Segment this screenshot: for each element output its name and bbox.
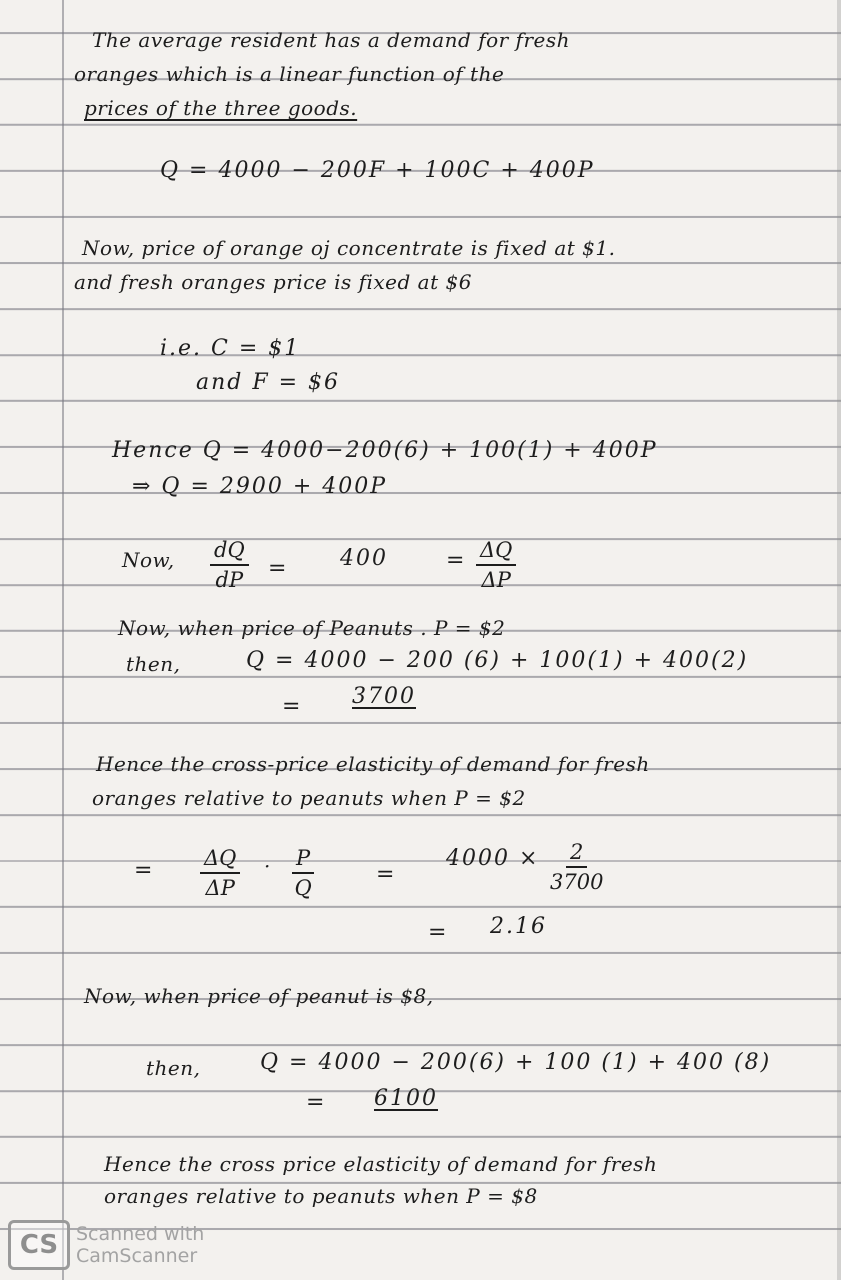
given-c: i.e. C = $1 [160, 336, 301, 361]
fraction-denominator: dP [215, 568, 244, 592]
demand-equation: Q = 4000 − 200F + 100C + 400P [160, 158, 595, 183]
fraction-numerator: 2 [566, 840, 587, 868]
text-line-33: Hence the cross price elasticity of demand for fresh [104, 1152, 658, 1176]
equals-sign: = [268, 556, 289, 581]
now-label: Now, [122, 548, 175, 572]
page-edge [837, 0, 841, 1280]
text-line-21: oranges relative to peanuts when P = $2 [92, 786, 526, 810]
text-line-3: prices of the three goods. [84, 96, 358, 120]
equals-sign: = [428, 920, 449, 945]
text-line-28: Now, when price of peanut is $8, [84, 984, 434, 1008]
given-f: and F = $6 [196, 370, 341, 395]
text-line-34: oranges relative to peanuts when P = $8 [104, 1184, 538, 1208]
derivative-fraction [210, 538, 249, 592]
text-line-1: The average resident has a demand for fresh [92, 28, 571, 52]
quantity-value-p2: 3700 [352, 684, 416, 709]
fraction-numerator: P [292, 846, 314, 874]
watermark-line-1: Scanned with [76, 1223, 205, 1245]
camscanner-logo: CS [8, 1220, 70, 1270]
ratio-fraction [550, 840, 603, 894]
price-quantity-fraction [292, 846, 314, 900]
fraction-denominator: ΔP [205, 876, 235, 900]
watermark-line-2: CamScanner [76, 1245, 198, 1267]
dot-operator: · [264, 854, 271, 878]
watermark-text [76, 1223, 204, 1267]
text-line-6: and fresh oranges price is fixed at $6 [74, 270, 472, 294]
derivative-value: 400 [340, 546, 388, 571]
delta-fraction [476, 538, 516, 592]
text-line-20: Hence the cross-price elasticity of demand for fresh [96, 752, 650, 776]
equals-sign: = [282, 694, 303, 719]
text-line-2: oranges which is a linear function of the [74, 62, 505, 86]
equals-sign: = [134, 858, 155, 883]
quantity-value-p8: 6100 [374, 1086, 438, 1111]
substitution-equation: Hence Q = 4000−200(6) + 100(1) + 400P [112, 438, 658, 463]
camscanner-watermark [8, 1220, 204, 1270]
equals-sign: = [446, 548, 467, 573]
fraction-denominator: 3700 [550, 870, 604, 894]
elasticity-multiplier: 4000 × [446, 846, 540, 871]
quantity-equation-p8: Q = 4000 − 200(6) + 100 (1) + 400 (8) [260, 1050, 772, 1075]
elasticity-result: 2.16 [490, 914, 547, 939]
then-label: then, [146, 1056, 201, 1080]
text-line-5: Now, price of orange oj concentrate is fixed at $1. [82, 236, 616, 260]
equals-sign: = [376, 862, 397, 887]
text-line-15: Now, when price of Peanuts . P = $2 [118, 616, 506, 640]
fraction-denominator: Q [294, 876, 312, 900]
margin-line [62, 0, 64, 1280]
delta-fraction [200, 846, 240, 900]
fraction-numerator: dQ [210, 538, 249, 566]
fraction-numerator: ΔQ [476, 538, 516, 566]
equals-sign: = [306, 1090, 327, 1115]
quantity-equation-p2: Q = 4000 − 200 (6) + 100(1) + 400(2) [246, 648, 749, 673]
simplified-equation: ⇒ Q = 2900 + 400P [132, 474, 388, 499]
then-label: then, [126, 652, 181, 676]
fraction-numerator: ΔQ [200, 846, 240, 874]
fraction-denominator: ΔP [481, 568, 511, 592]
